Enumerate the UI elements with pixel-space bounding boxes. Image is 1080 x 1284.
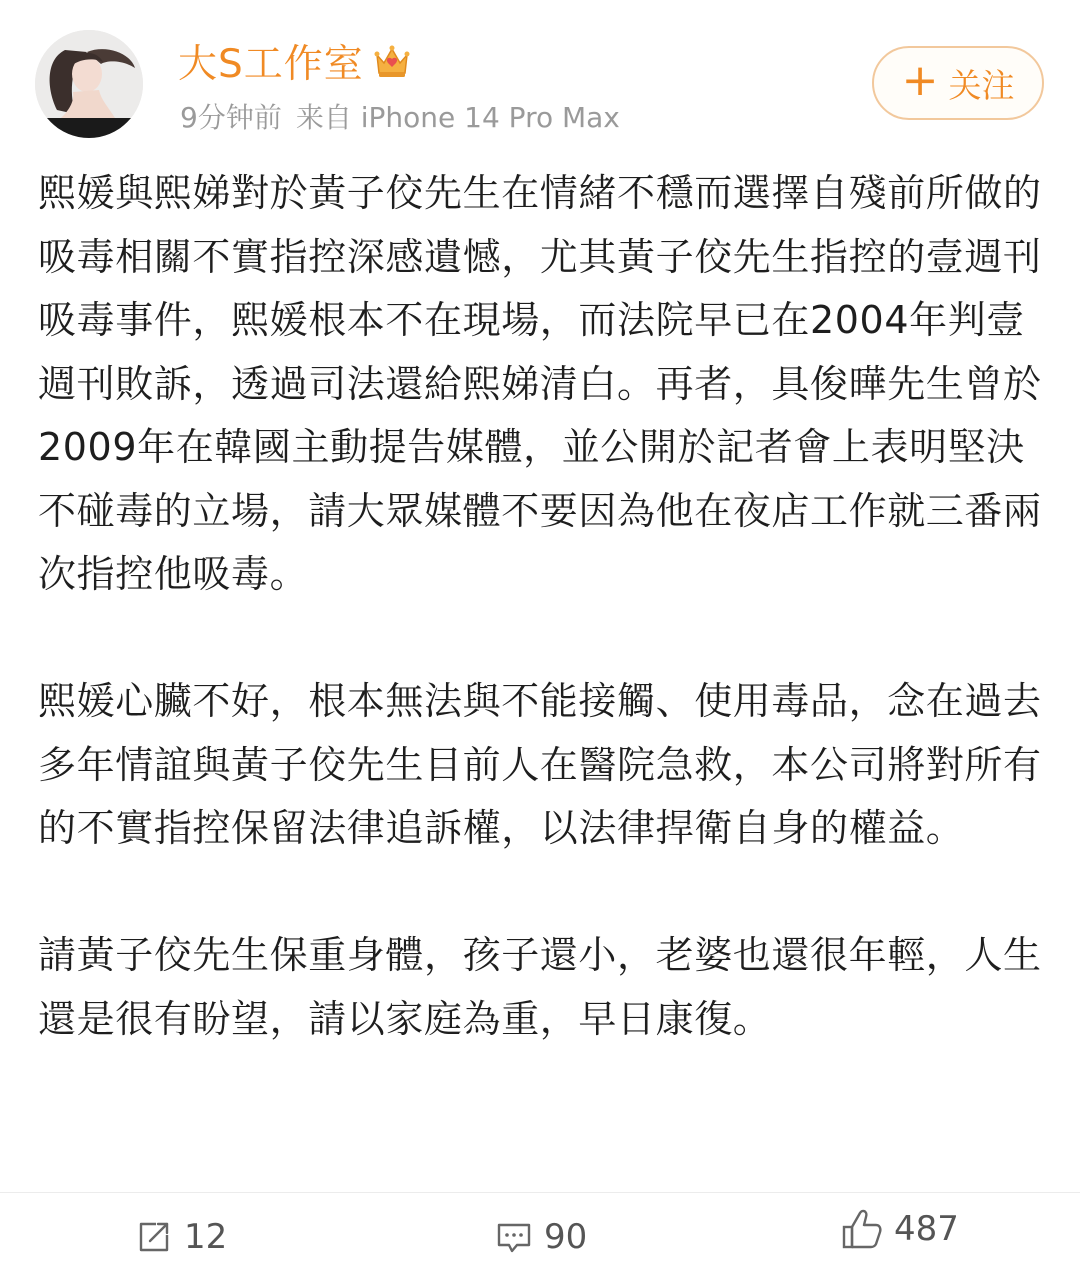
follow-button[interactable] [872, 46, 1044, 120]
avatar[interactable] [35, 30, 143, 138]
thumbs-up-icon [840, 1205, 884, 1253]
post-header [0, 0, 1080, 150]
comment-count: 90 [544, 1217, 588, 1257]
post-paragraph: 熙媛心臟不好，根本無法與不能接觸、使用毒品，念在過去多年情誼與黃子佼先生目前人在醫院急救，本公司將對所有的不實指控保留法律追訴權，以法律捍衛自身的權益。 [38, 679, 1042, 850]
post-time: 9分钟前 [180, 101, 282, 134]
action-bar [0, 1192, 1080, 1284]
post-paragraph: 熙媛與熙娣對於黃子佼先生在情緒不穩而選擇自殘前所做的吸毒相關不實指控深感遺憾，尤其黃子佼先生指控的壹週刊吸毒事件，熙媛根本不在現場，而法院早已在2004年判壹週刊敗訴，透過司法還給熙娣清白。再者，具俊曄先生曾於2009年在韓國主動提告媒體，並公開於記者會上表明堅決不碰毒的立場，請大眾媒體不要因為他在夜店工作就三番兩次指控他吸毒。 [38, 171, 1042, 596]
post-meta [180, 96, 620, 136]
user-name[interactable]: 大S工作室 [178, 42, 364, 87]
post-content [38, 162, 1044, 1051]
post-paragraph: 請黃子佼先生保重身體，孩子還小，老婆也還很年輕，人生還是很有盼望，請以家庭為重，早日康復。 [38, 933, 1042, 1041]
follow-label: 关注 [948, 65, 1015, 105]
repost-count: 12 [184, 1217, 228, 1257]
post-source: 来自 iPhone 14 Pro Max [295, 101, 620, 134]
like-count: 487 [894, 1209, 959, 1249]
comment-button[interactable] [494, 1207, 587, 1267]
crown-icon [372, 41, 412, 81]
repost-button[interactable] [134, 1207, 227, 1267]
user-name-row [178, 34, 412, 88]
repost-icon [134, 1217, 174, 1257]
like-button[interactable] [840, 1199, 959, 1259]
plus-icon: + [901, 55, 939, 106]
comment-icon [494, 1217, 534, 1257]
